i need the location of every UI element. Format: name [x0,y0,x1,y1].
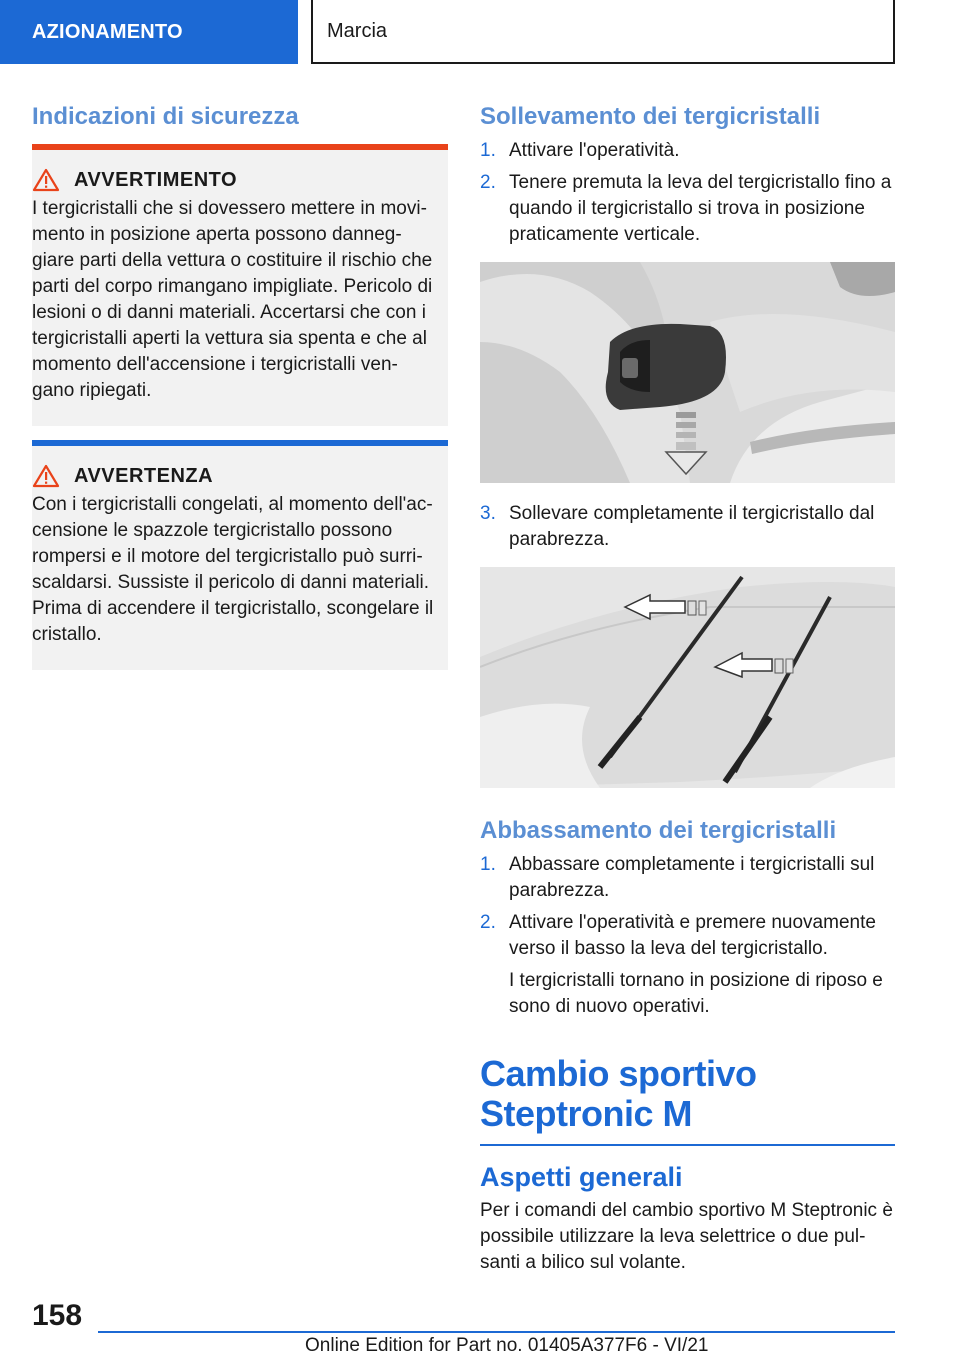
warning-title: AVVERTIMENTO [74,168,238,191]
lower-wipers-heading: Abbassamento dei tergicristalli [480,817,837,844]
wiper-lever-illustration [480,262,895,483]
lower-note: I tergicristalli tornano in posizione di riposo e sono di nuovo operativi. [509,970,883,1017]
header-chapter: Marcia [311,0,895,64]
wipers-raised-illustration [480,567,895,788]
list-item: 1. Attivare l'operatività. [480,140,680,161]
raise-steps-list-continued [480,501,895,553]
general-heading: Aspetti generali [480,1162,683,1192]
list-item: 2. Attivare l'operatività e premere nuovamente verso il basso la leva del tergicristallo. [480,912,876,959]
right-column [480,100,895,1276]
header-section-tab: AZIONAMENTO [0,0,298,64]
notice-box [32,440,448,670]
notice-title: AVVERTENZA [74,464,214,487]
general-text: Per i comandi del cambio sportivo M Steptronic è possibile utilizzare la leva selettrice o due pul-santi a bilico sul volante. [480,1200,893,1273]
warning-box [32,144,448,426]
list-item: 1. Abbassare completamente i tergicristalli sul parabrezza. [480,854,875,901]
left-column [32,100,448,670]
footer-divider [98,1331,895,1333]
notice-text: Con i tergicristalli congelati, al momento dell'ac-censione le spazzole tergicristallo possono rompersi e il motore del tergicristallo può surri-scaldarsi. Sussiste il pericolo di danni materiali. Prima di accendere il tergicristallo, scongelare il cristallo. [32,494,434,645]
warning-triangle-icon [32,168,60,192]
lower-steps-list [480,852,895,962]
footer-edition: Online Edition for Part no. 01405A377F6 - VI/21 [305,1335,709,1356]
page-number: 158 [32,1299,83,1332]
title-divider [480,1144,895,1146]
warning-text: I tergicristalli che si dovessero mettere in movi-mento in posizione aperta possono danneg-giare parti della vettura o costituire il rischio che parti del corpo rimangano impigliate. Pericolo di lesioni o di danni materiali. Accertarsi che con i tergicristalli aperti la vettura sia spenta e che al momento dell'accensione i tergicristalli ven-gano ripiegati. [32,198,433,401]
list-item: 3. Sollevare completamente il tergicristallo dal parabrezza. [480,503,875,550]
raise-wipers-heading: Sollevamento dei tergicristalli [480,103,821,130]
safety-heading: Indicazioni di sicurezza [32,103,299,130]
notice-triangle-icon [32,464,60,488]
list-item: 2. Tenere premuta la leva del tergicristallo fino a quando il tergicristallo si trova in posizione praticamente verticale. [480,172,892,245]
gearbox-title: Cambio sportivo Steptronic M [480,1053,757,1134]
raise-steps-list [480,138,895,248]
